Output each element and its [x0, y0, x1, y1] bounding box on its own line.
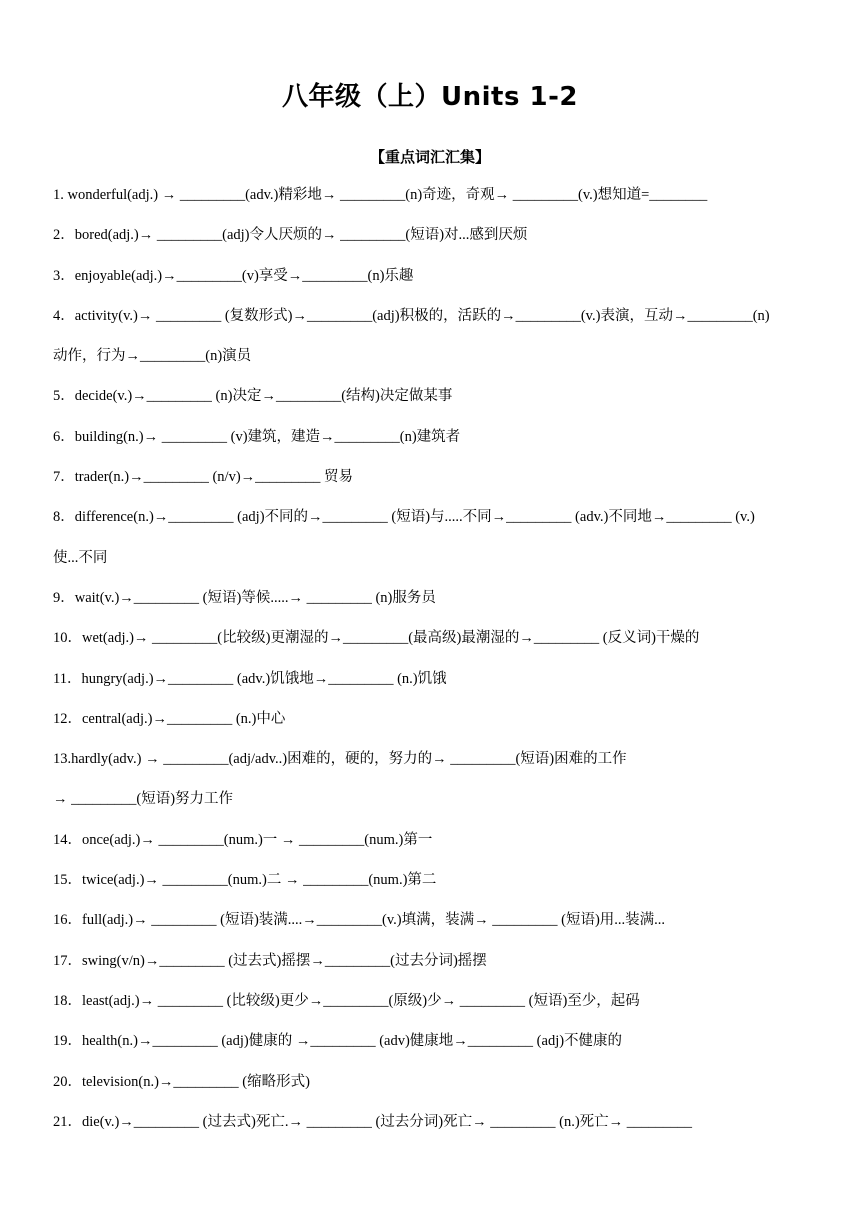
vocab-line: 4．activity(v.)→ _________ (复数形式)→_________(adj)积极的，活跃的→_________(v.)表演，互动→_________(n)	[53, 307, 770, 324]
vocab-line-continued: 使...不同	[53, 549, 108, 566]
section-heading: 【重点词汇汇集】	[369, 148, 490, 166]
vocab-line: 12．central(adj.)→_________ (n.)中心	[53, 710, 286, 727]
vocab-line: 1. wonderful(adj.) → _________(adv.)精彩地→ _________(n)奇迹，奇观→ _________(v.)想知道=________	[53, 187, 708, 203]
vocab-line: 10．wet(adj.)→ _________(比较级)更潮湿的→_________(最高级)最潮湿的→_________ (反义词)干燥的	[53, 630, 700, 647]
vocab-line: 7．trader(n.)→_________ (n/v)→_________ 贸易	[53, 469, 354, 486]
vocab-line: 21．die(v.)→_________ (过去式)死亡.→ _________ (过去分词)死亡→ _________ (n.)死亡→ _________	[53, 1113, 693, 1130]
vocab-line-continued: 动作，行为→_________(n)演员	[53, 348, 252, 365]
vocabulary-list	[53, 184, 813, 1151]
vocab-line: 19．health(n.)→_________ (adj)健康的 →_________ (adv)健康地→_________ (adj)不健康的	[53, 1033, 623, 1050]
vocab-line: 11．hungry(adj.)→_________ (adv.)饥饿地→_________ (n.)饥饿	[53, 670, 447, 687]
vocab-line: 9．wait(v.)→_________ (短语)等候.....→ _________ (n)服务员	[53, 589, 436, 606]
vocab-line: 15．twice(adj.)→ _________(num.)二 → _________(num.)第二	[53, 872, 437, 889]
vocab-line: 14．once(adj.)→ _________(num.)一 → _________(num.)第一	[53, 831, 433, 848]
vocab-line: 16．full(adj.)→ _________ (短语)装满....→_________(v.)填满，装满→ _________ (短语)用...装满...	[53, 912, 666, 929]
vocab-line-continued: → _________(短语)努力工作	[53, 791, 234, 808]
vocab-line: 2．bored(adj.)→ _________(adj)令人厌烦的→ _________(短语)对...感到厌烦	[53, 227, 528, 244]
vocab-line: 18．least(adj.)→ _________ (比较级)更少→_________(原级)少→ _________ (短语)至少，起码	[53, 992, 640, 1009]
vocab-line: 6．building(n.)→ _________ (v)建筑，建造→_________(n)建筑者	[53, 428, 461, 445]
vocab-line: 13.hardly(adv.) → _________(adj/adv..)困难的，硬的，努力的→ _________(短语)困难的工作	[53, 751, 627, 768]
vocab-line: 20．television(n.)→_________ (缩略形式)	[53, 1073, 310, 1090]
vocab-line: 8．difference(n.)→_________ (adj)不同的→_________ (短语)与.....不同→_________ (adv.)不同地→_________ (v.)	[53, 509, 755, 526]
vocab-line: 17．swing(v/n)→_________ (过去式)摇摆→_________(过去分词)摇摆	[53, 952, 487, 969]
page-title: 八年级（上）Units 1-2	[282, 82, 578, 112]
vocab-line: 5．decide(v.)→_________ (n)决定→_________(结构)决定做某事	[53, 388, 453, 405]
vocab-line: 3．enjoyable(adj.)→_________(v)享受→_________(n)乐趣	[53, 267, 414, 284]
